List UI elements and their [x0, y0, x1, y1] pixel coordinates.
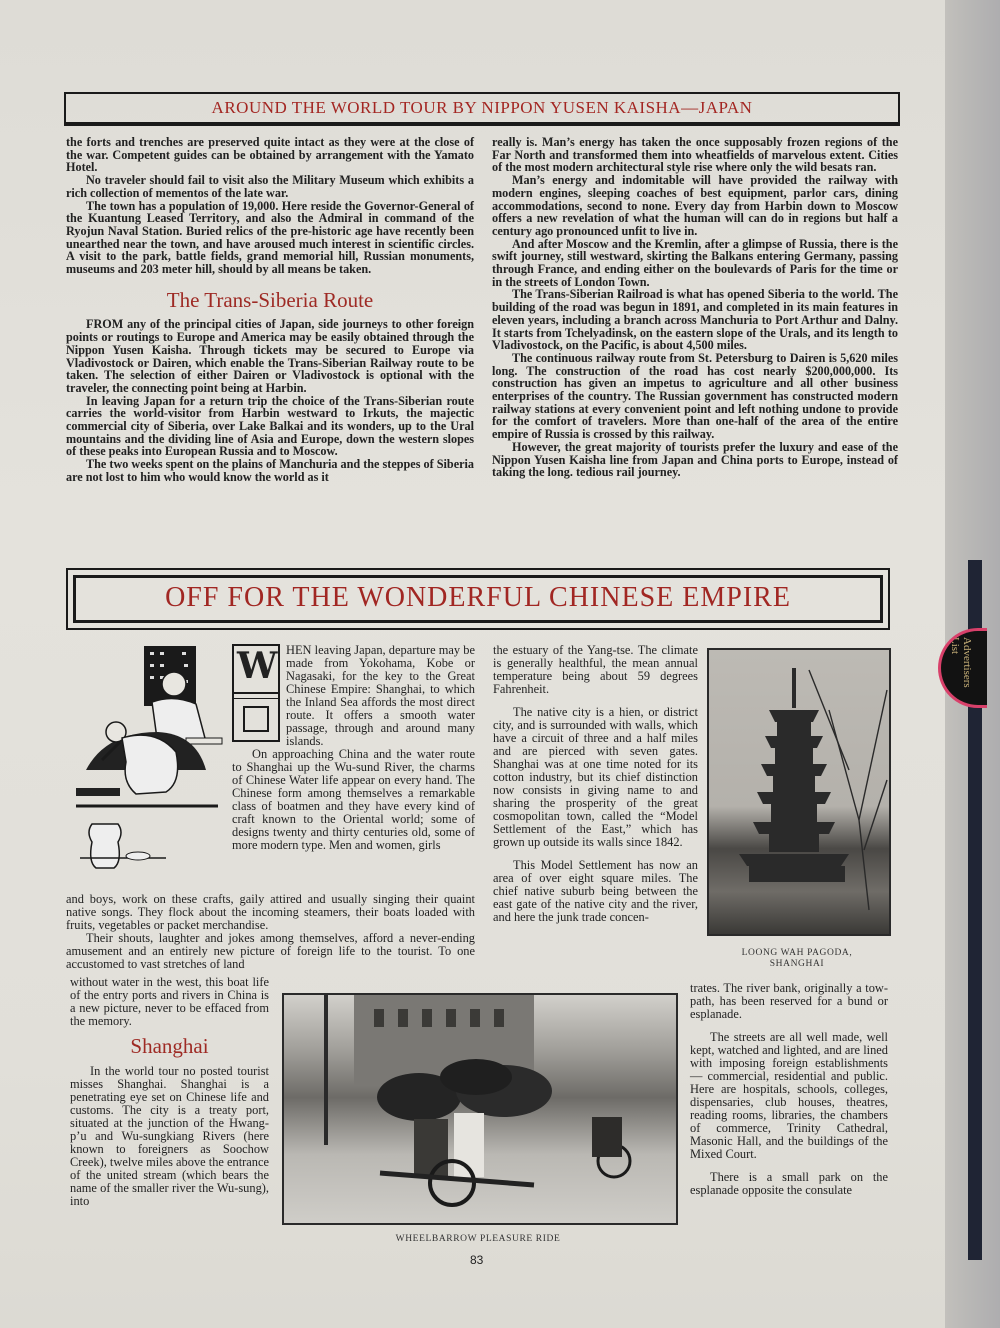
- upper-right-column: [492, 136, 898, 479]
- wheelbarrow-photo: [282, 993, 678, 1225]
- section-heading-trans-siberia: The Trans-Siberia Route: [166, 287, 374, 312]
- shanghai-column: [70, 976, 269, 1208]
- dropcap-ornament: [243, 706, 269, 732]
- china-middle-column: [493, 644, 698, 924]
- paragraph: However, the great majority of tourists prefer the luxury and ease of the Nippon Yusen Kaisha line from Japan and China ports to Europe, instead of taking the long. tedious rail journey.: [492, 439, 898, 480]
- chapter-title: OFF FOR THE WONDERFUL CHINESE EMPIRE: [73, 575, 883, 623]
- running-title: AROUND THE WORLD TOUR BY NIPPON YUSEN KAISHA—JAPAN: [64, 92, 900, 124]
- paragraph: No traveler should fail to visit also the Military Museum which exhibits a rich collection of mementos of the late war.: [66, 173, 474, 200]
- opium-tray: [76, 788, 120, 796]
- paragraph: the forts and trenches are preserved quite intact as they were at the close of the war. Competent guides can be obtained by arrangement with the Yamato Hotel.: [66, 135, 474, 175]
- upper-left-column: [66, 136, 474, 484]
- paragraph: trates. The river bank, originally a tow-path, has been reserved for a bund or esplanade.: [690, 981, 888, 1021]
- paragraph: The streets are all well made, well kept, watched and lighted, and are lined with imposing foreign establishments — commercial, residential and public. Here are hospitals, schools, colleges, dispensaries, club houses, theatres, reading rooms, libraries, the chambers of commerce, Trinity Cathedral, Masonic Hall, and the buildings of the Mixed Court.: [690, 1030, 888, 1161]
- paragraph: and boys, work on these crafts, gaily attired and usually singing their quaint native songs. They flock about the incoming steamers, their boats loaded with fruits, vegetables or packet merchandise.: [66, 892, 475, 932]
- paragraph: On approaching China and the water route to Shanghai up the Wu-sund River, the charms of Chinese Water life appear on every hand. The Chinese form among themselves a remarkable class of boatmen and they have every kind of craft known to the Oriental world; some of designs twenty and thirty centuries old, some of more modern type. Men and women, girls: [232, 747, 475, 852]
- chapter-banner: [66, 568, 890, 630]
- paragraph: HEN leaving Japan, departure may be made from Yokohama, Kobe or Nagasaki, for the key to the Great Chinese Empire: Shanghai, to which the Inland Sea affords the most direct route. It offers a smooth water passage, through and around many islands.: [286, 643, 475, 748]
- pagoda-photo: [707, 648, 891, 936]
- paragraph: In leaving Japan for a return trip the choice of the Trans-Siberian route carries the world-visitor from Harbin westward to Irkuts, the majectic commercial city of Siberia, over Lake Balkai and its wonders, up to the Ural mountains and the dividing line of Asia and Europe, down the western slopes of these peaks into European Russia and to Moscow.: [66, 393, 474, 459]
- paragraph: There is a small park on the esplanade opposite the consulate: [690, 1170, 888, 1197]
- wheelbarrow-caption: WHEELBARROW PLEASURE RIDE: [395, 1234, 561, 1244]
- vase: [89, 824, 121, 868]
- paragraph: The native city is a hien, or district city, and is surrounded with walls, which have a circuit of three and a half miles and are pierced with seven gates. Shanghai was at one time noted for its cotton industry, but its chief distinction now consists in giving name to and sharing the prosperity of the great cosmopolitan town, called the “Model Settlement of the East,” which has grown up outside its walls since 1842.: [493, 705, 698, 849]
- paragraph: without water in the west, this boat life of the entry ports and rivers in China is a new picture, never to be effaced from the memory.: [70, 975, 269, 1028]
- pagoda-tiers: [739, 668, 849, 882]
- table: [186, 738, 222, 744]
- wheelbarrow-wheel: [430, 1161, 474, 1205]
- advertisers-list-tab-label: Advertisers List: [949, 637, 973, 688]
- pole: [324, 995, 328, 1145]
- page-number: 83: [470, 1253, 484, 1267]
- paragraph: In the world tour no posted tourist misses Shanghai. Shanghai is a penetrating eye set on Chinese life and customs. The city is a treaty port, situated at the junction of the Hwang-p’u and Wu-sungkiang Rivers (here known to foreigners as Soochow Creek), twelve miles above the entrance of the united stream (which bears the name of the smaller river the Wu-sung), into: [70, 1064, 269, 1208]
- umbrella: [440, 1059, 512, 1095]
- paragraph: And after Moscow and the Kremlin, after a glimpse of Russia, there is the swift journey, still westward, skirting the Balkans entering Germany, passing through France, and ending either on the boulevards of Paris for the time or in the streets of London Town.: [492, 236, 898, 289]
- paragraph: The two weeks spent on the plains of Manchuria and the steppes of Siberia are not lost to him who would know the world as it: [66, 457, 474, 484]
- paragraph: FROM any of the principal cities of Japan, side journeys to other foreign points or routings to Europe and America may be easily obtained through the Nippon Yusen Kaisha. Through tickets may be secured to Europe via Vladivostock or Dairen, which enable the Trans-Siberian Railway route to be taken. The selection of either Dairen or Vladivostock is optional with the traveler, the connecting point being at Harbin.: [66, 317, 474, 395]
- opium-smokers-illustration: [66, 642, 226, 882]
- pagoda-caption: [707, 948, 887, 970]
- illustration-svg: [66, 642, 226, 882]
- paragraph: This Model Settlement has now an area of over eight square miles. The chief native suburb being between the east gate of the native city and the river, and here the junk trade concen-: [493, 858, 698, 924]
- pagoda-caption-line2: SHANGHAI: [769, 959, 825, 969]
- slipper: [126, 852, 150, 860]
- paragraph: The continuous railway route from St. Petersburg to Dairen is 5,620 miles long. The construction of the road has cost nearly $200,000,000. Its construction has given an impetus to agriculture and all other business enterprises of the country. The Russian government has constructed modern railway stations at every convenient point and left nothing undone to provide for the comfort of travelers. More than one-half of the area of the entire empire of Russia is crossed by this railway.: [492, 350, 898, 442]
- china-right-column: [690, 982, 888, 1197]
- paragraph: The town has a population of 19,000. Here reside the Governor-General of the Kuantung Leased Territory, and also the Admiral in command of the Ryojun Naval Station. Buried relics of the pre-historic age have recently been unearthed near the town, and have aroused much interest in scientific circles. A visit to the park, battle fields, grand memorial hill, Russian monuments, museums and 203 meter hill, should by all means be taken.: [66, 198, 474, 277]
- paragraph: Their shouts, laughter and jokes among themselves, afford a never-ending amusement and an entirely new picture of foreign life to the tourist. To one accustomed to vast stretches of land: [66, 931, 475, 971]
- paragraph: the estuary of the Yang-tse. The climate is generally healthful, the mean annual temperature being about 59 degrees Fahrenheit.: [493, 643, 698, 696]
- seated-man-head: [162, 672, 186, 696]
- pagoda-svg: [709, 650, 889, 934]
- rickshaw: [592, 1117, 622, 1157]
- china-continuation: [66, 893, 475, 971]
- dropcap-rule: [234, 692, 278, 699]
- paragraph: The Trans-Siberian Railroad is what has opened Siberia to the world. The building of the road was begun in 1891, and completed in its main features in eleven years, including a branch across Manchuria to Port Arthur and Dalny. It starts from Tchelyadinsk, on the eastern slope of the Urals, and its length to Vladivostock, on the Pacific, is about 4,500 miles.: [492, 287, 898, 353]
- pagoda-caption-line1: LOONG WAH PAGODA,: [741, 948, 853, 958]
- wheelbarrow-svg: [284, 995, 676, 1223]
- paragraph: Man’s energy and indomitable will have provided the railway with modern engines, sleeping coaches of best equipment, parlor cars, dining accommodations, second to none. Every day from Harbin down to Moscow offers a new revelation of what the human will can do in regions but half a century ago pronounced unfit to live in.: [492, 173, 898, 238]
- paragraph: really is. Man’s energy has taken the once supposably frozen regions of the Far North and transformed them into wheatfields of marvelous extent. Cities of the most modern architectural style rise where only the wild besats ran.: [492, 135, 898, 175]
- passenger: [414, 1119, 448, 1177]
- dropcap: [232, 644, 280, 742]
- section-heading-shanghai: Shanghai: [130, 1034, 209, 1058]
- dropcap-letter: W: [237, 645, 278, 687]
- china-intro-column: [232, 644, 475, 852]
